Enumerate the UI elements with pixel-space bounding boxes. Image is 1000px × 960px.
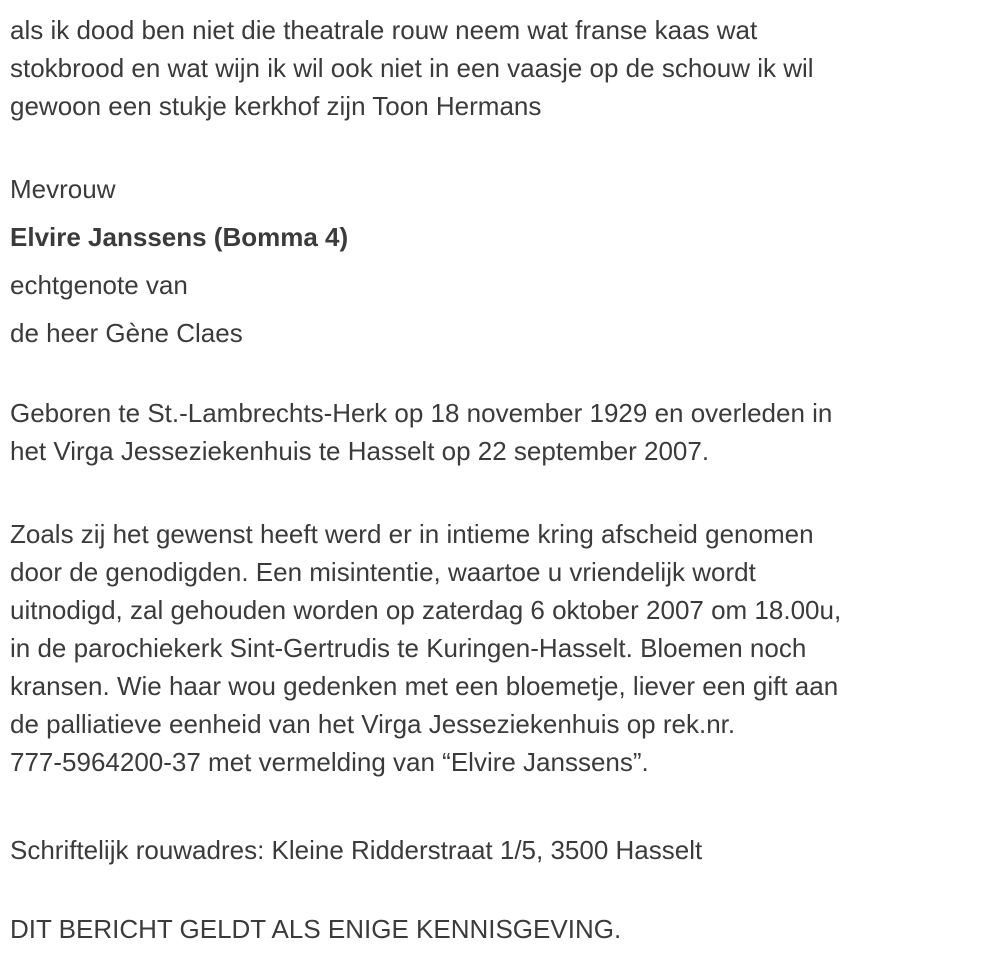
closing-notice: DIT BERICHT GELDT ALS ENIGE KENNISGEVING.: [10, 914, 622, 944]
salutation: Mevrouw: [10, 174, 116, 204]
quote-line: als ik dood ben niet die theatrale rouw neem wat franse kaas wat: [10, 15, 758, 45]
announcement-line: in de parochiekerk Sint-Gertrudis te Kuringen-Hasselt. Bloemen noch: [10, 633, 807, 663]
spouse-name: de heer Gène Claes: [10, 318, 243, 348]
quote-line: stokbrood en wat wijn ik wil ook niet in een vaasje op de schouw ik wil: [10, 53, 814, 83]
mourning-address: Schriftelijk rouwadres: Kleine Ridderstraat 1/5, 3500 Hasselt: [10, 835, 703, 865]
announcement-line: uitnodigd, zal gehouden worden op zaterdag 6 oktober 2007 om 18.00u,: [10, 595, 842, 625]
announcement-line: Zoals zij het gewenst heeft werd er in intieme kring afscheid genomen: [10, 519, 814, 549]
opening-quote: [10, 11, 980, 125]
funeral-announcement: [10, 515, 980, 781]
announcement-line: door de genodigden. Een misintentie, waartoe u vriendelijk wordt: [10, 557, 756, 587]
relation-label: echtgenote van: [10, 270, 188, 300]
announcement-line: kransen. Wie haar wou gedenken met een bloemetje, liever een gift aan: [10, 671, 839, 701]
birth-death-line: het Virga Jesseziekenhuis te Hasselt op 22 september 2007.: [10, 436, 710, 466]
birth-death-paragraph: [10, 394, 980, 470]
announcement-line: 777-5964200-37 met vermelding van “Elvire Janssens”.: [10, 747, 649, 777]
birth-death-line: Geboren te St.-Lambrechts-Herk op 18 november 1929 en overleden in: [10, 398, 833, 428]
announcement-line: de palliatieve eenheid van het Virga Jesseziekenhuis op rek.nr.: [10, 709, 736, 739]
deceased-name: Elvire Janssens (Bomma 4): [10, 222, 349, 252]
quote-line: gewoon een stukje kerkhof zijn Toon Hermans: [10, 91, 542, 121]
